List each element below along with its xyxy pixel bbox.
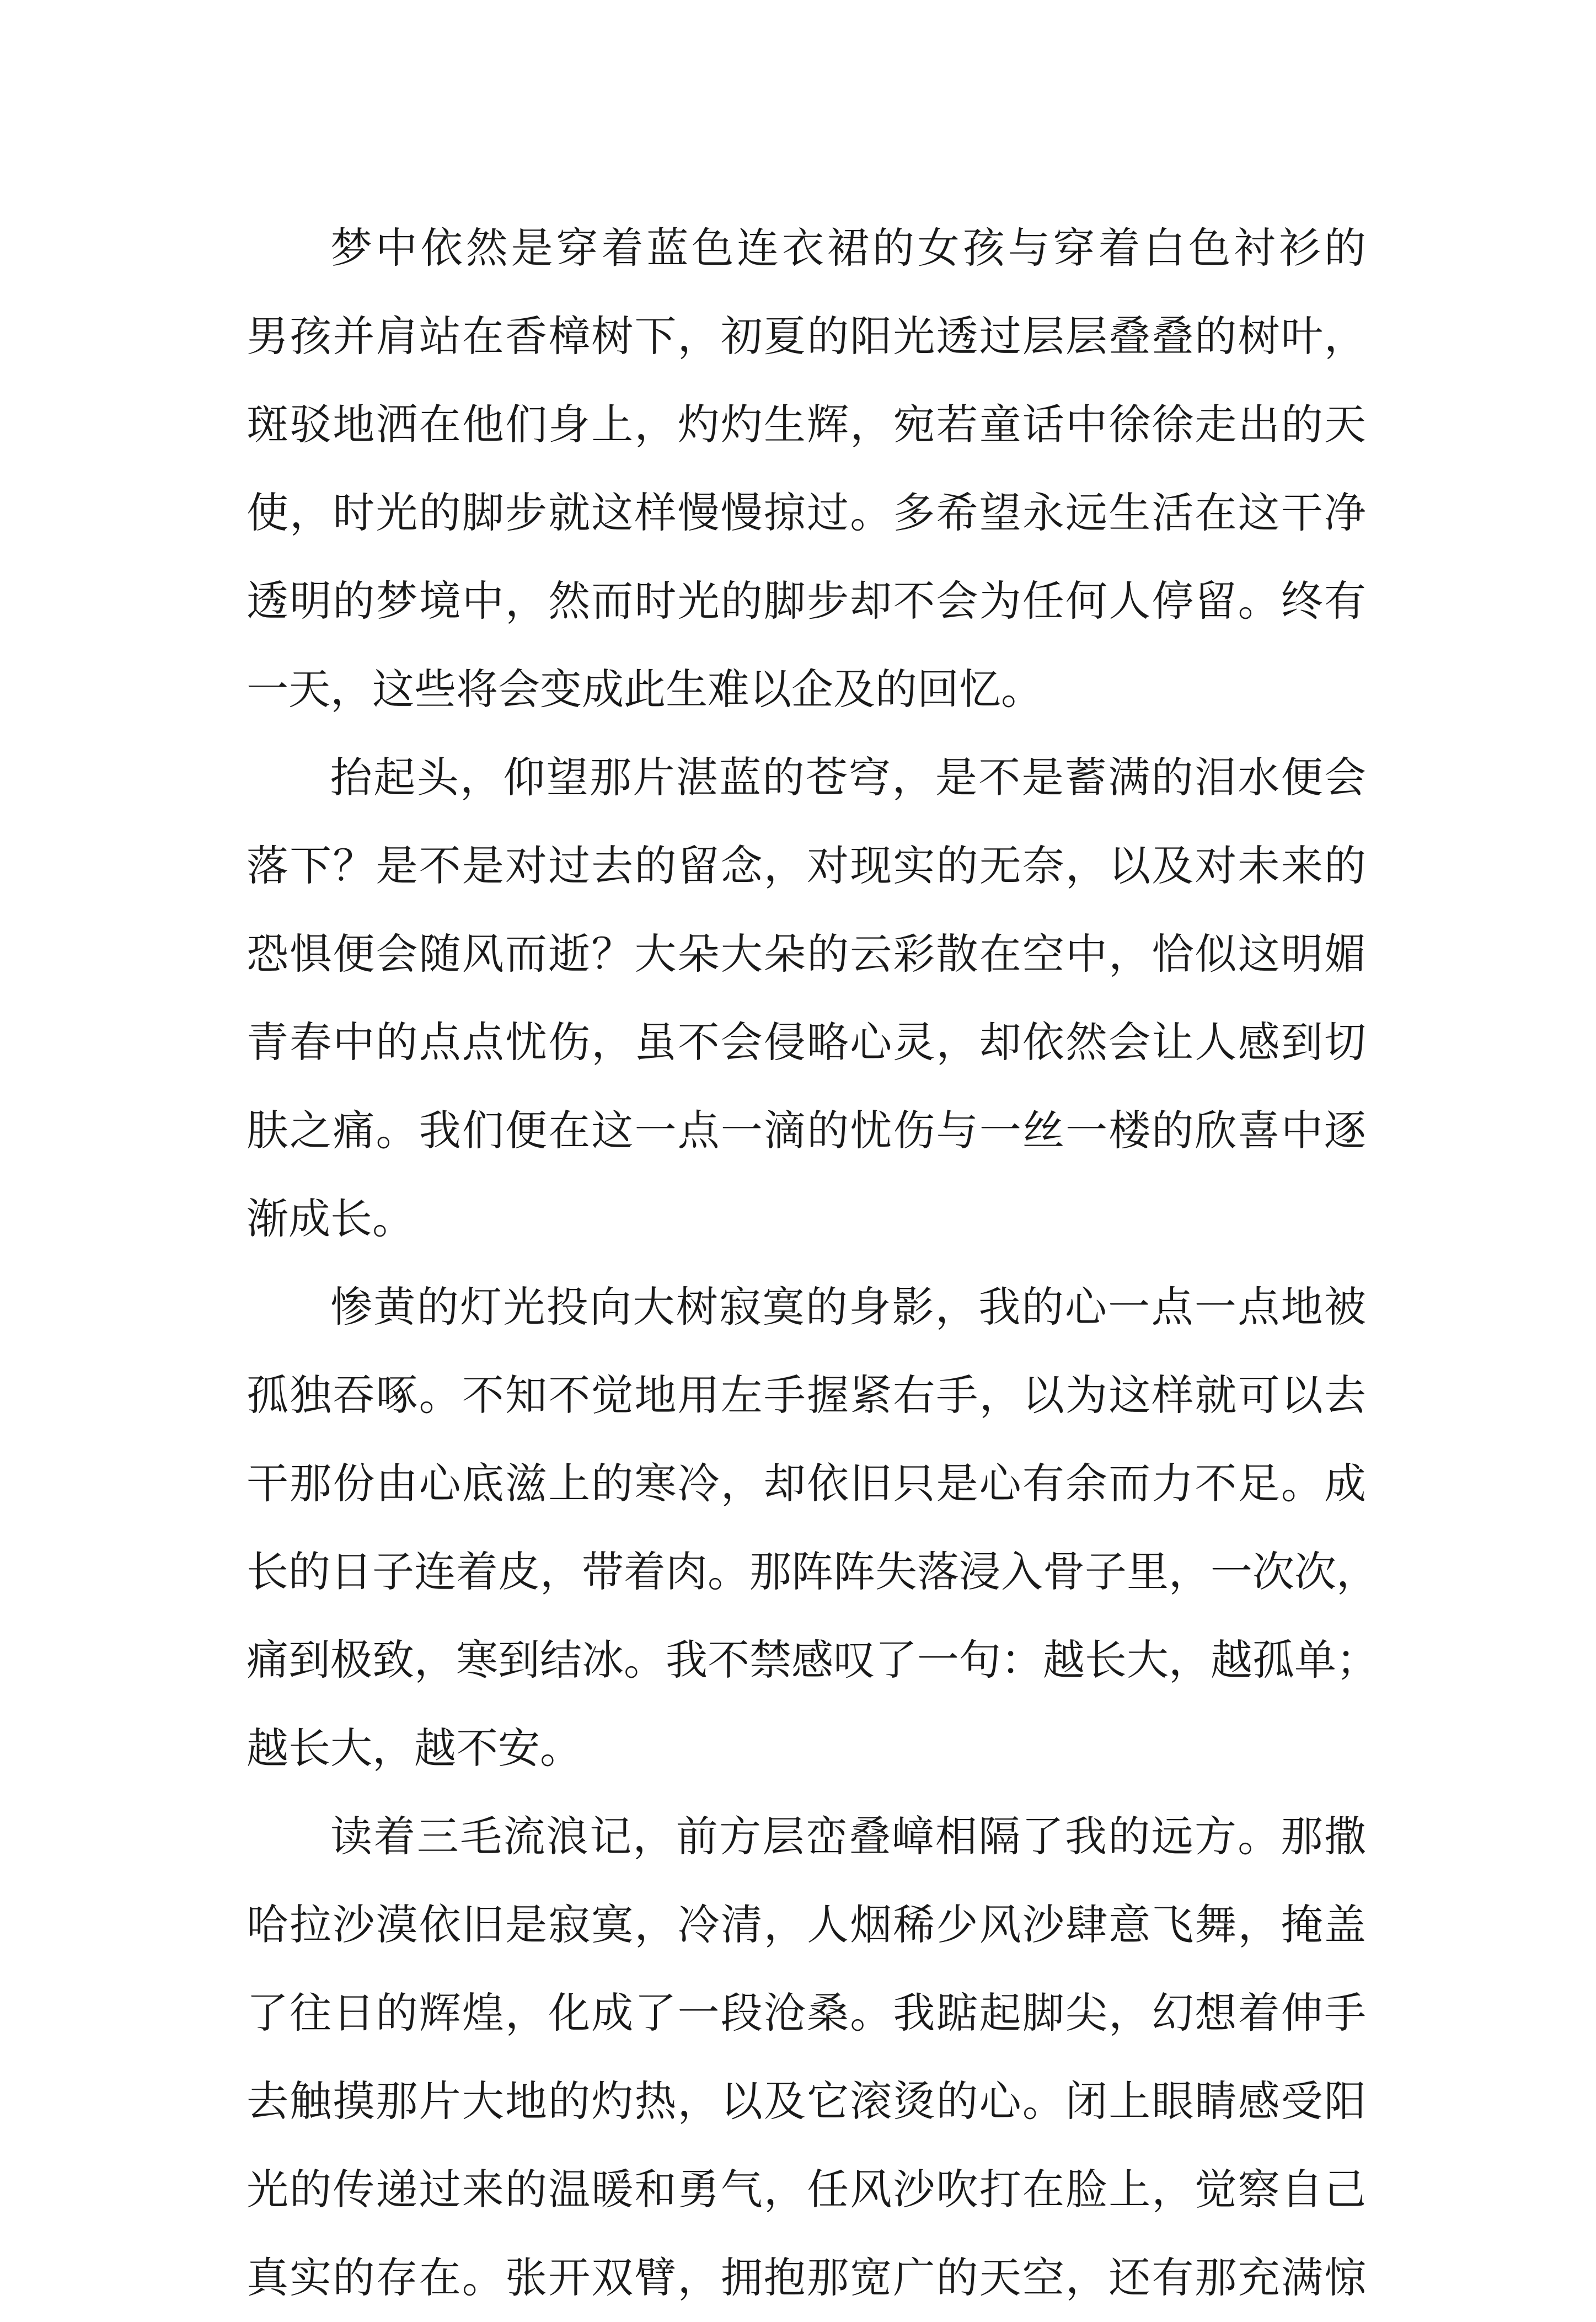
text-line: 抬起头，仰望那片湛蓝的苍穹，是不是蓄满的泪水便会 <box>330 753 1366 802</box>
paragraph-3 <box>247 1263 1378 1793</box>
text-line: 肤之痛。我们便在这一点一滴的忧伤与一丝一楼的欣喜中逐 <box>247 1106 1366 1155</box>
text-line: 光的传递过来的温暖和勇气，任风沙吹打在脸上，觉察自己 <box>247 2165 1366 2214</box>
text-line: 使，时光的脚步就这样慢慢掠过。多希望永远生活在这干净 <box>247 488 1366 537</box>
paragraph-2 <box>247 734 1366 1263</box>
text-line: 越长大，越不安。 <box>247 1724 582 1773</box>
paragraph-1 <box>247 204 1366 734</box>
text-line: 痛到极致，寒到结冰。我不禁感叹了一句：越长大，越孤单； <box>247 1635 1378 1684</box>
text-line: 落下？是不是对过去的留念，对现实的无奈，以及对未来的 <box>247 841 1366 890</box>
text-line: 渐成长。 <box>247 1194 414 1243</box>
text-line: 去触摸那片大地的灼热，以及它滚烫的心。闭上眼睛感受阳 <box>247 2077 1366 2126</box>
body-text <box>247 204 1378 2322</box>
text-line: 干那份由心底滋上的寒冷，却依旧只是心有余而力不足。成 <box>247 1459 1366 1508</box>
text-line: 透明的梦境中，然而时光的脚步却不会为任何人停留。终有 <box>247 576 1366 625</box>
text-line: 一天，这些将会变成此生难以企及的回忆。 <box>247 665 1043 714</box>
text-line: 真实的存在。张开双臂，拥抱那宽广的天空，还有那充满惊 <box>247 2253 1366 2302</box>
text-line: 梦中依然是穿着蓝色连衣裙的女孩与穿着白色衬衫的 <box>330 223 1366 272</box>
text-line: 男孩并肩站在香樟树下，初夏的阳光透过层层叠叠的树叶， <box>247 312 1366 361</box>
text-line: 了往日的辉煌，化成了一段沧桑。我踮起脚尖，幻想着伸手 <box>247 1988 1366 2037</box>
text-line: 惨黄的灯光投向大树寂寞的身影，我的心一点一点地被 <box>330 1282 1366 1331</box>
text-line: 斑驳地洒在他们身上，灼灼生辉，宛若童话中徐徐走出的天 <box>247 400 1366 449</box>
text-line: 哈拉沙漠依旧是寂寞，冷清，人烟稀少风沙肆意飞舞，掩盖 <box>247 1900 1366 1949</box>
text-line: 长的日子连着皮，带着肉。那阵阵失落浸入骨子里，一次次， <box>247 1547 1378 1596</box>
text-line: 青春中的点点忧伤，虽不会侵略心灵，却依然会让人感到切 <box>247 1018 1366 1067</box>
text-line: 读着三毛流浪记，前方层峦叠嶂相隔了我的远方。那撒 <box>330 1812 1366 1861</box>
paragraph-4 <box>247 1793 1366 2322</box>
text-line: 恐惧便会随风而逝？大朵大朵的云彩散在空中，恰似这明媚 <box>247 929 1366 978</box>
text-line: 孤独吞啄。不知不觉地用左手握紧右手，以为这样就可以去 <box>247 1371 1366 1420</box>
